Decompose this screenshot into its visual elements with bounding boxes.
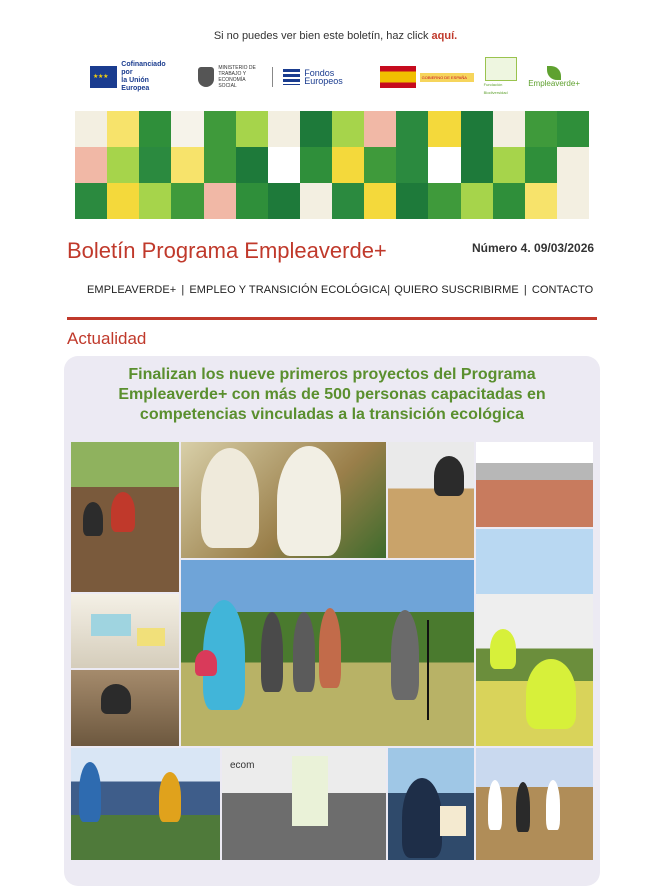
photo-field-guide: [388, 748, 474, 860]
spain-flag-icon: [380, 66, 416, 88]
header-divider: [67, 317, 597, 320]
top-nav: [87, 284, 593, 296]
ministry-logo: [198, 65, 262, 89]
eu-logo: [90, 61, 170, 93]
photo-beekeeping: [181, 442, 386, 558]
nav-separator: |: [523, 284, 527, 296]
nav-separator: |: [387, 284, 391, 296]
eu-flag-icon: [90, 66, 117, 88]
logo-separator: [272, 67, 273, 87]
issue-number: Número 4. 09/03/2026: [472, 241, 595, 255]
photo-birdwatching: [181, 560, 474, 746]
ministry-text: MINISTERIO DE TRABAJO Y ECONOMÍA SOCIAL: [218, 65, 256, 89]
photo-indoor-group: ecom: [222, 748, 386, 860]
nav-empleaverde[interactable]: EMPLEAVERDE+: [87, 284, 177, 296]
view-online-link[interactable]: aquí.: [431, 30, 458, 42]
photo-outdoor-group: [71, 748, 220, 860]
fundacion-box-icon: [485, 57, 517, 81]
gobierno-text: GOBIERNO DE ESPAÑA: [420, 73, 474, 82]
top-note-text: Si no puedes ver bien este boletín, haz click: [213, 30, 429, 42]
photo-soil: [71, 670, 179, 746]
eu-line1: Cofinanciado por: [121, 61, 166, 76]
article-headline[interactable]: Finalizan los nueve primeros proyectos del Programa Empleaverde+ con más de 500 personas capacitadas en competencias vinculadas a la transición ecológica: [118, 366, 546, 423]
photo-cards: [71, 594, 179, 668]
sponsor-logos: [90, 61, 580, 95]
fundacion-logo: [484, 57, 519, 97]
gobierno-logo: [380, 66, 474, 88]
fondos-logo: [283, 69, 360, 85]
empleaverde-logo: [528, 66, 580, 88]
nav-empleo-transicion[interactable]: EMPLEO Y TRANSICIÓN ECOLÓGICA: [189, 284, 388, 296]
photo-planting: [71, 442, 179, 592]
leaf-icon: [547, 66, 561, 80]
page-title: Boletín Programa Empleaverde+: [67, 238, 387, 263]
photo-group: [476, 442, 593, 527]
photo-hiking-group: [476, 748, 593, 860]
section-title: Actualidad: [67, 329, 147, 348]
nav-suscribirme[interactable]: QUIERO SUSCRIBIRME: [394, 284, 519, 296]
fondos-text: Fondos Europeos: [304, 68, 343, 86]
nav-separator: |: [181, 284, 185, 296]
nav-contacto[interactable]: CONTACTO: [531, 284, 594, 296]
crest-icon: [198, 67, 214, 87]
green-pattern-banner: [75, 111, 589, 219]
fondos-mark-icon: [283, 69, 300, 85]
top-note: [0, 30, 671, 42]
empleaverde-text: Empleaverde+: [528, 79, 580, 88]
photo-workshop: [388, 442, 474, 558]
fundacion-text: Fundación Biodiversidad: [483, 82, 508, 95]
photo-garden-workers: [476, 529, 593, 746]
eu-line2: la Unión Europea: [121, 77, 150, 92]
